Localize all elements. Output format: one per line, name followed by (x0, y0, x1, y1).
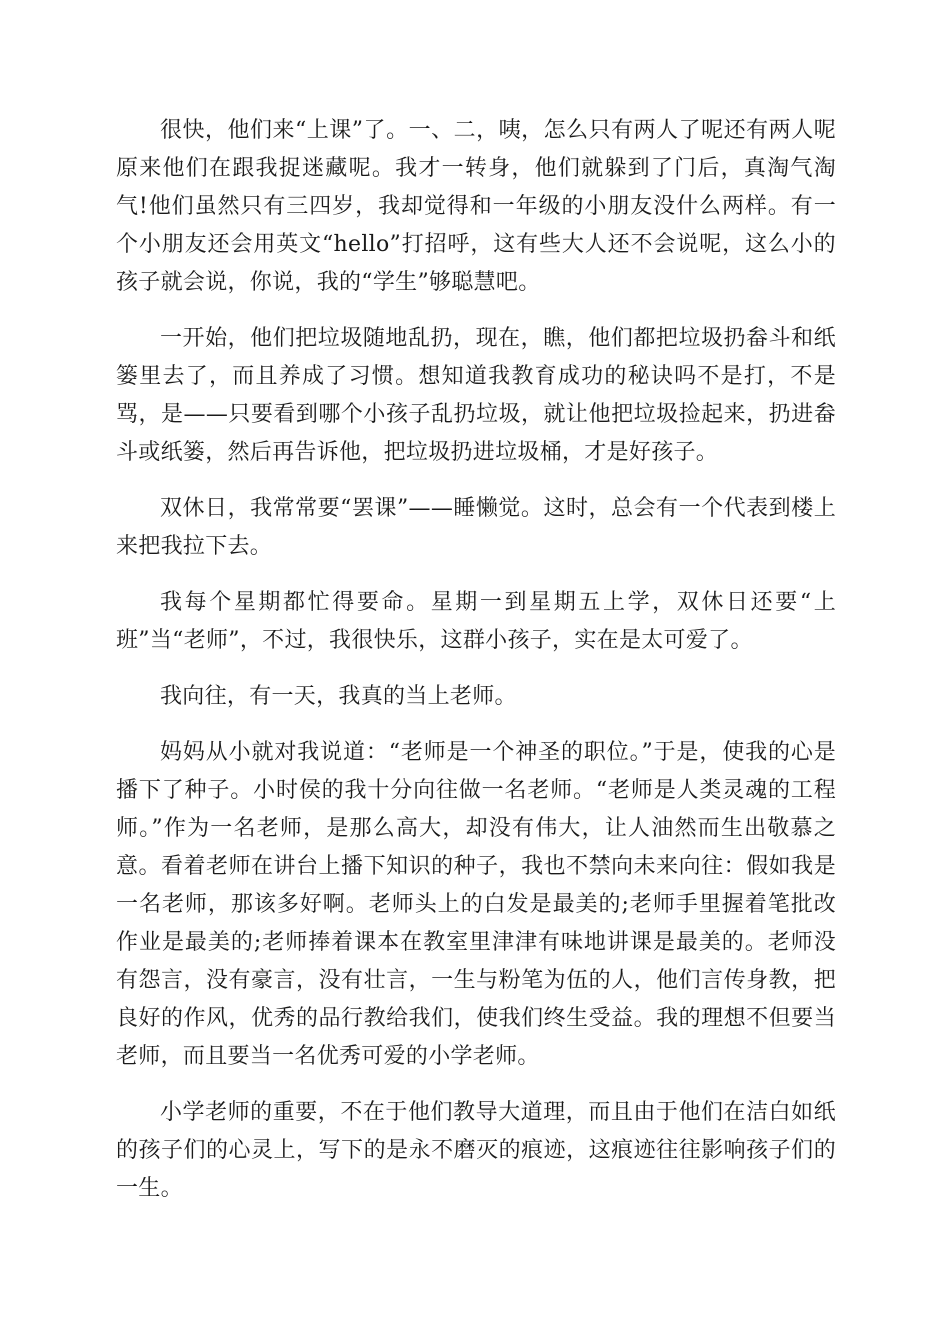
paragraph: 很快，他们来“上课”了。一、二，咦，怎么只有两人了呢还有两人呢原来他们在跟我捉迷藏呢。我才一转身，他们就躲到了门后，真淘气淘气!他们虽然只有三四岁，我却觉得和一年级的小朋友没什么两样。有一个小朋友还会用英文“hello”打招呼，这有些大人还不会说呢，这么小的孩子就会说，你说，我的“学生”够聪慧吧。 (116, 118, 836, 295)
paragraph: 小学老师的重要，不在于他们教导大道理，而且由于他们在洁白如纸的孩子们的心灵上，写下的是永不磨灭的痕迹，这痕迹往往影响孩子们的一生。 (116, 1100, 836, 1201)
paragraph: 妈妈从小就对我说道：“老师是一个神圣的职位。”于是，使我的心是播下了种子。小时侯的我十分向往做一名老师。“老师是人类灵魂的工程师。”作为一名老师，是那么高大，却没有伟大，让人油然而生出敬慕之意。看着老师在讲台上播下知识的种子，我也不禁向未来向往：假如我是一名老师，那该多好啊。老师头上的白发是最美的;老师手里握着笔批改作业是最美的;老师捧着课本在教室里津津有味地讲课是最美的。老师没有怨言，没有豪言，没有壮言，一生与粉笔为伍的人，他们言传身教，把良好的作风，优秀的品行教给我们，使我们终生受益。我的理想不但要当老师，而且要当一名优秀可爱的小学老师。 (116, 740, 836, 1069)
paragraph: 我每个星期都忙得要命。星期一到星期五上学，双休日还要“上班”当“老师”，不过，我很快乐，这群小孩子，实在是太可爱了。 (116, 590, 836, 653)
document-body (116, 112, 836, 1226)
paragraph: 双休日，我常常要“罢课”——睡懒觉。这时，总会有一个代表到楼上来把我拉下去。 (116, 496, 836, 559)
paragraph: 一开始，他们把垃圾随地乱扔，现在，瞧，他们都把垃圾扔畚斗和纸篓里去了，而且养成了习惯。想知道我教育成功的秘诀吗不是打，不是骂，是——只要看到哪个小孩子乱扔垃圾，就让他把垃圾捡起来，扔进畚斗或纸篓，然后再告诉他，把垃圾扔进垃圾桶，才是好孩子。 (116, 326, 836, 465)
paragraph: 我向往，有一天，我真的当上老师。 (160, 684, 517, 709)
